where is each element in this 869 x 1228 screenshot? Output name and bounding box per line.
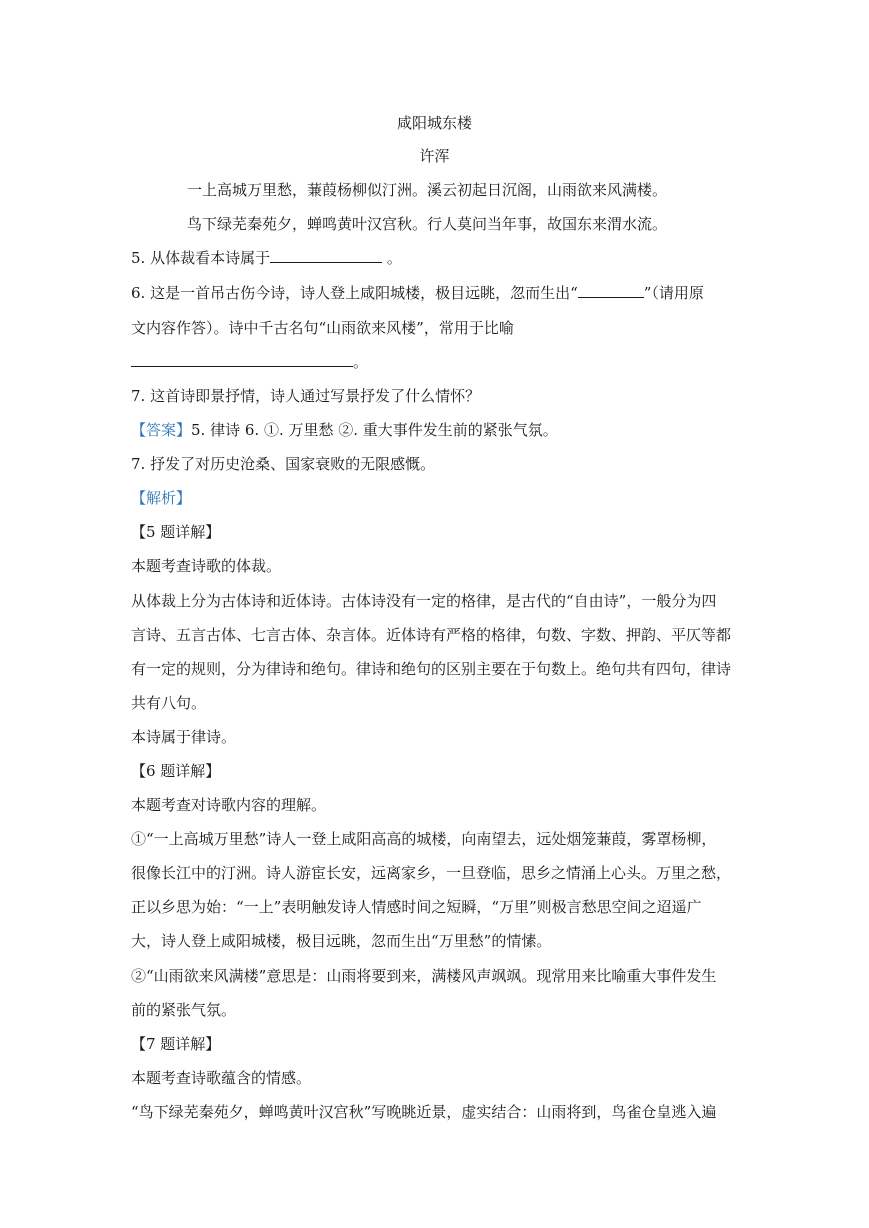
answer-blank-6b [131,352,353,367]
section-6-para-1: 本题考查对诗歌内容的理解。 [131,796,327,814]
poem-author: 许浑 [419,147,450,165]
answer-line-2: 7. 抒发了对历史沧桑、国家衰败的无限感慨。 [131,455,436,473]
question-6-line-2: 文内容作答）。诗中千古名句“山雨欲来风楼”，常用于比喻 [131,319,514,337]
poem-line-1: 一上高城万里愁，蒹葭杨柳似汀洲。溪云初起日沉阁，山雨欲来风满楼。 [187,181,668,199]
question-5-end: 。 [382,249,402,267]
section-6-para-3-line-1: ②“山雨欲来风满楼”意思是：山雨将要到来，满楼风声飒飒。现常用来比喻重大事件发生 [131,967,717,985]
question-5 [131,248,741,268]
section-7-para-1: 本题考查诗歌蕴含的情感。 [131,1069,312,1087]
question-6-text-1-end: ”（请用原 [643,284,704,302]
section-5-para-3: 本诗属于律诗。 [131,728,237,746]
question-6-line-1 [131,283,741,303]
section-6-para-2-line-1: ①“一上高城万里愁”诗人一登上咸阳高高的城楼，向南望去，远处烟笼蒹葭，雾罩杨柳， [131,830,717,848]
answer-text-1: 5. 律诗 6. ①. 万里愁 ②. 重大事件发生前的紧张气氛。 [191,421,558,439]
section-5-para-2-line-1: 从体裁上分为古体诗和近体诗。古体诗没有一定的格律，是古代的“自由诗”，一般分为四 [131,592,717,610]
section-6-para-2-line-3: 正以乡思为始：“一上”表明触发诗人情感时间之短瞬，“万里”则极言愁思空间之迢遥广 [131,898,702,916]
section-6-heading: 【6 题详解】 [131,762,221,780]
answer-tag: 【答案】 [131,421,192,439]
section-7-heading: 【7 题详解】 [131,1035,221,1053]
section-7-para-2-line-1: “鸟下绿芜秦苑夕，蝉鸣黄叶汉宫秋”写晚眺近景，虚实结合：山雨将到，鸟雀仓皇逃入遍 [131,1103,717,1121]
answer-line-1 [131,420,741,440]
answer-blank-5 [270,248,382,263]
section-6-para-3-line-2: 前的紧张气氛。 [131,1001,237,1019]
section-5-para-2-line-3: 有一定的规则，分为律诗和绝句。律诗和绝句的区别主要在于句数上。绝句共有四句，律诗 [131,660,732,678]
question-5-text: 5. 从体裁看本诗属于 [131,249,271,267]
question-6-text-1: 6. 这是一首吊古伤今诗，诗人登上咸阳城楼，极目远眺，忽而生出“ [131,284,578,302]
answer-blank-6a [578,283,644,298]
section-6-para-2-line-4: 大，诗人登上咸阳城楼，极目远眺，忽而生出“万里愁”的情愫。 [131,932,552,950]
section-5-para-1: 本题考查诗歌的体裁。 [131,557,282,575]
question-6-line-3 [131,352,741,372]
poem-title: 咸阳城东楼 [396,114,472,132]
question-6-line-3-end: 。 [353,353,369,371]
section-5-para-2-line-4: 共有八句。 [131,694,207,712]
section-5-para-2-line-2: 言诗、五言古体、七言古体、杂言体。近体诗有严格的格律，句数、字数、押韵、平仄等都 [131,626,732,644]
section-5-heading: 【5 题详解】 [131,523,221,541]
question-7: 7. 这首诗即景抒情，诗人通过写景抒发了什么情怀？ [131,387,481,405]
analysis-tag: 【解析】 [131,489,192,507]
poem-line-2: 鸟下绿芜秦苑夕，蝉鸣黄叶汉宫秋。行人莫问当年事，故国东来渭水流。 [187,215,668,233]
section-6-para-2-line-2: 很像长江中的汀洲。诗人游宦长安，远离家乡，一旦登临，思乡之情涌上心头。万里之愁， [131,864,732,882]
